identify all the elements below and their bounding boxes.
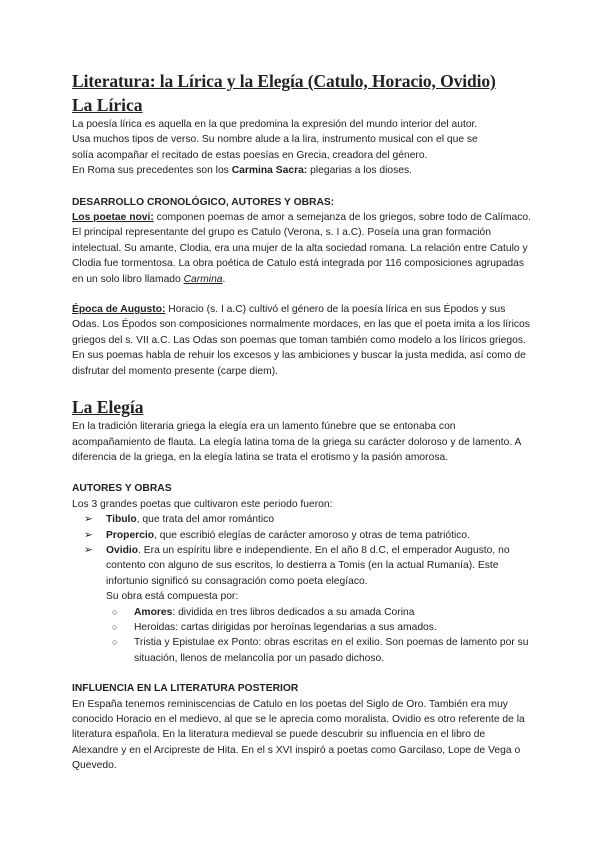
augusto-lead: Época de Augusto: [72,304,166,316]
work-description: : dividida en tres libros dedicados a su amada Corina [172,606,415,618]
work-item-tristia [112,635,532,666]
document-page [72,70,532,774]
lirica-intro-line-1: La poesía lírica es aquella en la que predomina la expresión del mundo interior del autor. [72,119,478,130]
section-heading-elegia: La Elegía [72,397,144,418]
poet-name: Tibulo [106,514,137,526]
influencia-paragraph: En España tenemos reminiscencias de Catulo en los poetas del Siglo de Oro. También era muy conocido Horacio en el medievo, al que se le aprecia como moralista. Ovidio es otro referente de la literatura española. En la literatura medieval se puede descubrir su influencia en el libro de Alexandre y en el Arcipreste de Hita. En el s XVI inspiró a poetas como Garcilaso, Lope de Vega o Quevedo. [72,698,525,772]
poet-item-ovidio [84,543,532,589]
works-list [72,605,532,667]
arrow-bullet-icon: ➢ [84,544,93,556]
work-description: Heroidas: cartas dirigidas por heroínas legendarias a sus amados. [134,621,437,633]
augusto-text: Horacio (s. I a.C) cultivó el género de la poesía lírica en sus Épodos y sus Odas. Los Épodos son composiciones normalmente mordaces, en las que el poeta imita a los líricos griegos del s. VII a.C. Las Odas son poemas que toman también como modelo a los líricos griegos. En sus poemas habla de rehuir los excesos y las ambiciones y buscar la justa medida, así como de disfrutar del momento presente (carpe diem). [72,304,530,377]
precedentes-post: plegarias a los dioses. [307,165,412,177]
autores-intro: Los 3 grandes poetas que cultivaron este periodo fueron: [72,498,333,510]
lirica-intro-line-3: solía acompañar el recitado de estas poesías en Grecia, creadora del género. [72,149,428,161]
elegia-intro-paragraph: En la tradición literaria griega la elegía era un lamento fúnebre que se entonaba con acompañamiento de flauta. La elegía latina toma de la griega su carácter doloroso y de lamento. A diferencia de la griega, en la elegía latina se trata el erotismo y la pasión amorosa. [72,421,521,463]
poetae-novi-text: componen poemas de amor a semejanza de los griegos, sobre todo de Calímaco. El principal representante del grupo es Catulo (Verona, s. I a.C). Poseía una gran formación intelectual. Su amante, Clodia, era una mujer de la alta sociedad romana. La relación entre Catulo y Clodia fue tormentosa. La obra poética de Catulo está integrada por 116 composiciones agrupadas en un solo libro llamado [72,212,532,285]
work-item-heroidas [112,620,532,635]
lirica-intro-paragraph [72,117,542,179]
carmina-book-title: Carmina [183,273,223,285]
precedentes-pre: En Roma sus precedentes son los [72,165,232,177]
poet-item-propercio [84,528,532,543]
arrow-bullet-icon: ➢ [84,514,93,526]
poet-description: . Era un espíritu libre e independiente. En el año 8 d.C, el emperador Augusto, no contento con alguno de sus escritos, lo destierra a Tomis (en la actual Rumanía). Este infortunio significó su consagración como poeta elegíaco. [106,544,510,587]
poet-description: , que trata del amor romántico [136,514,275,526]
circle-bullet-icon: ○ [112,606,118,617]
autores-heading: AUTORES Y OBRAS [72,483,172,495]
influencia-heading: INFLUENCIA EN LA LITERATURA POSTERIOR [72,683,299,695]
desarrollo-heading: DESARROLLO CRONOLÓGICO, AUTORES Y OBRAS: [72,196,335,208]
poetae-novi-end: . [222,273,226,285]
obra-intro: Su obra está compuesta por: [106,591,239,603]
poet-name: Ovidio [106,544,139,556]
circle-bullet-icon: ○ [112,637,118,648]
poet-description: , que escribió elegías de carácter amoroso y otras de tema patriótico. [154,529,471,541]
lirica-intro-line-2: Usa muchos tipos de verso. Su nombre alude a la lira, instrumento musical con el que se [72,134,478,146]
carmina-sacra-term: Carmina Sacra: [231,165,308,177]
poets-list [72,512,532,589]
work-name: Amores [134,606,173,618]
augusto-paragraph [72,302,532,379]
poet-name: Propercio [106,529,155,541]
work-description: Tristia y Epistulae ex Ponto: obras escritas en el exilio. Son poemas de lamento por su situación, llenos de melancolía por un pasado dichoso. [134,637,529,664]
document-title: Literatura: la Lírica y la Elegía (Catulo, Horacio, Ovidio) [72,71,496,91]
arrow-bullet-icon: ➢ [84,529,93,541]
poetae-novi-paragraph [72,210,532,287]
poet-item-tibulo [84,512,532,527]
section-heading-lirica: La Lírica [72,95,143,115]
circle-bullet-icon: ○ [112,621,118,632]
poetae-novi-lead: Los poetae novi: [72,212,154,224]
work-item-amores [112,605,532,620]
